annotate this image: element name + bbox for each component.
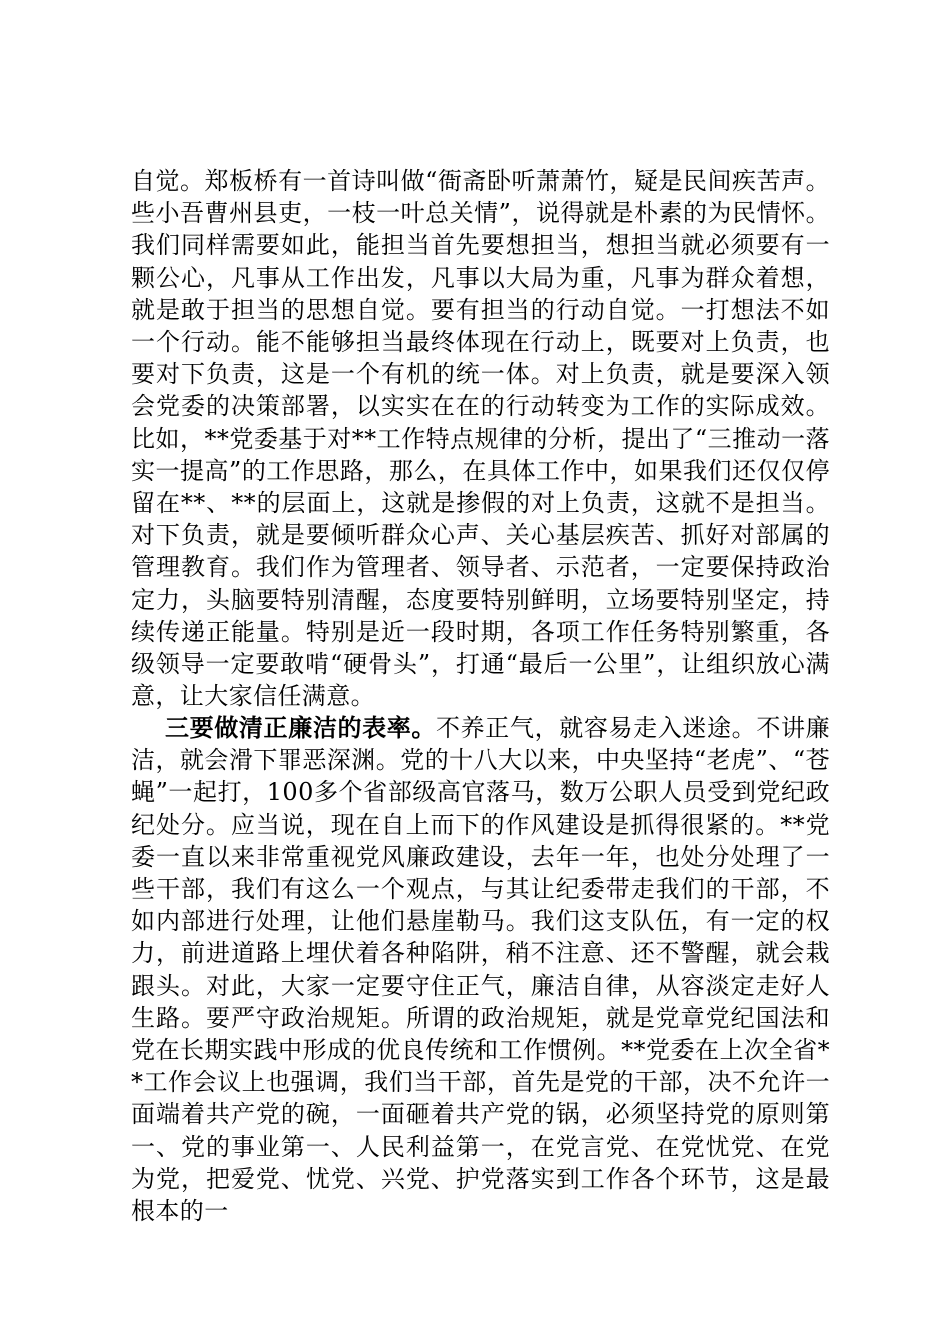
body-paragraph-2 [131,712,830,1227]
body-paragraph-2-text: 不养正气，就容易走入迷途。不讲廉洁，就会滑下罪恶深渊。党的十八大以来，中央坚持“老虎”、“苍蝇”一起打，100多个省部级高官落马，数万公职人员受到党纪政纪处分。应当说，现在自上而下的作风建设是抓得很紧的。**党委一直以来非常重视党风廉政建设，去年一年，也处分处理了一些干部，我们有这么一个观点，与其让纪委带走我们的干部，不如内部进行处理，让他们悬崖勒马。我们这支队伍，有一定的权力，前进道路上埋伏着各种陷阱，稍不注意、还不警醒，就会栽跟头。对此，大家一定要守住正气，廉洁自律，从容淡定走好人生路。要严守政治规矩。所谓的政治规矩，就是党章党纪国法和党在长期实践中形成的优良传统和工作惯例。**党委在上次全省**工作会议上也强调，我们当干部，首先是党的干部，决不允许一面端着共产党的碗，一面砸着共产党的锅，必须坚持党的原则第一、党的事业第一、人民利益第一，在党言党、在党忧党、在党为党，把爱党、忧党、兴党、护党落实到工作各个环节，这是最根本的一 [131,714,830,1226]
section-heading-lead: 三要做清正廉洁的表率。 [165,713,437,742]
body-paragraph-1: 自觉。郑板桥有一首诗叫做“衙斋卧听萧萧竹，疑是民间疾苦声。些小吾曹州县吏，一枝一叶总关情”，说得就是朴素的为民情怀。我们同样需要如此，能担当首先要想担当，想担当就必须要有一颗公心，凡事从工作出发，凡事以大局为重，凡事为群众着想，就是敢于担当的思想自觉。要有担当的行动自觉。一打想法不如一个行动。能不能够担当最终体现在行动上，既要对上负责，也要对下负责，这是一个有机的统一体。对上负责，就是要深入领会党委的决策部署，以实实在在的行动转变为工作的实际成效。比如，**党委基于对**工作特点规律的分析，提出了“三推动一落实一提高”的工作思路，那么，在具体工作中，如果我们还仅仅停留在**、**的层面上，这就是掺假的对上负责，这就不是担当。对下负责，就是要倾听群众心声、关心基层疾苦、抓好对部属的管理教育。我们作为管理者、领导者、示范者，一定要保持政治定力，头脑要特别清醒，态度要特别鲜明，立场要特别坚定，持续传递正能量。特别是近一段时期，各项工作任务特别繁重，各级领导一定要敢啃“硬骨头”，打通“最后一公里”，让组织放心满意，让大家信任满意。 [131,167,830,711]
